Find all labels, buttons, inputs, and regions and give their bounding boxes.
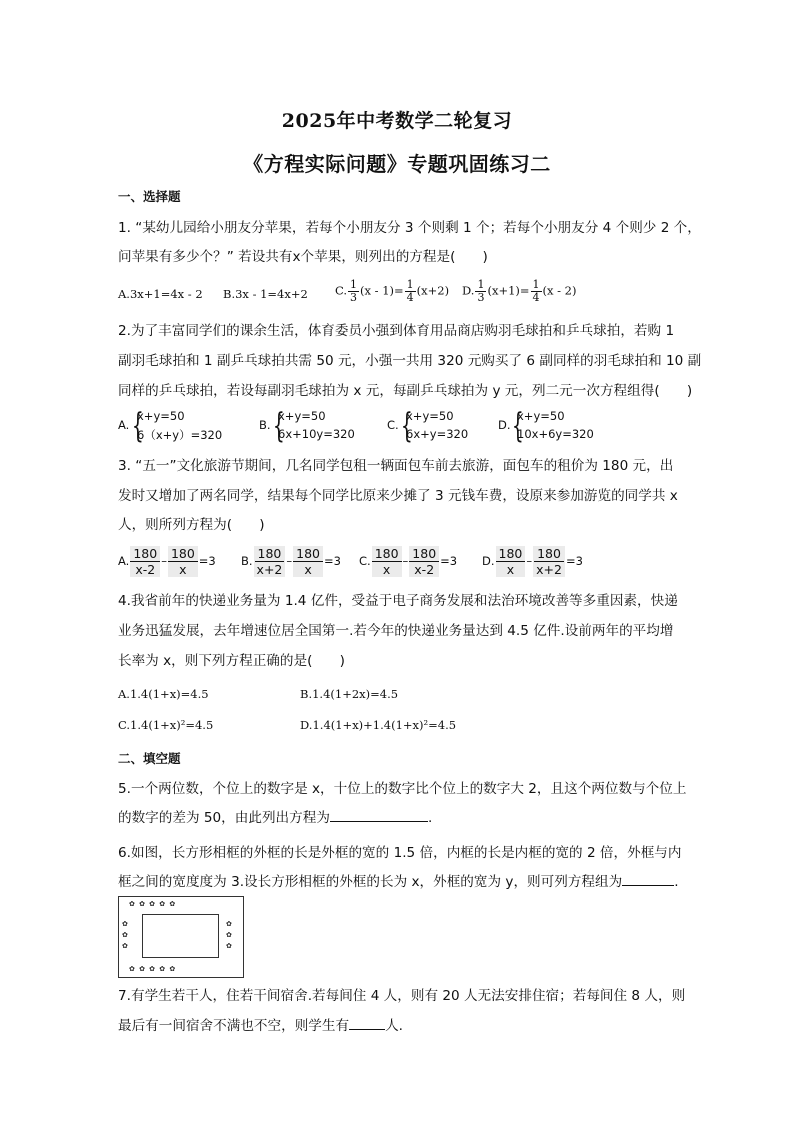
q1-option-d-fraction-left: $\frac{1}{3}$ bbox=[477, 278, 485, 304]
q2-line-1: 2.为了丰富同学们的课余生活，体育委员小强到体育用品商店购羽毛球拍和乒乓球拍，若购 1 bbox=[118, 323, 675, 339]
q1-option-c-fraction-right: $\frac{1}{4}$ bbox=[406, 278, 414, 304]
q3-option-b: B. $\frac{180}{x+2}$ – $\frac{180}{x}$ =3 bbox=[241, 546, 341, 577]
q4-line-3: 长率为 x，则下列方程正确的是( ) bbox=[118, 653, 345, 669]
q1-option-c-label: C. bbox=[335, 283, 348, 298]
q6-line-1: 6.如图，长方形相框的外框的长是外框的宽的 1.5 倍，内框的长是内框的宽的 2 倍，外框与内 bbox=[118, 845, 682, 861]
q1-line-1: 1. “某幼儿园给小朋友分苹果，若每个小朋友分 3 个则剩 1 个；若每个小朋友分 4 个则少 2 个， bbox=[118, 220, 701, 236]
q5-line-1: 5.一个两位数，个位上的数字是 x，十位上的数字比个位上的数字大 2，且这个两位数与个位上 bbox=[118, 781, 687, 797]
q4-line-1: 4.我省前年的快递业务量为 1.4 亿件，受益于电子商务发展和法治环境改善等多重因素，快递 bbox=[118, 593, 678, 609]
q3-option-d: D. $\frac{180}{x}$ – $\frac{180}{x+2}$ =3 bbox=[482, 546, 583, 577]
q4-line-2: 业务迅猛发展，去年增速位居全国第一.若今年的快递业务量达到 4.5 亿件.设前两年的平均增 bbox=[118, 623, 674, 639]
q1-option-c-fraction-left: $\frac{1}{3}$ bbox=[350, 278, 358, 304]
q7-answer-blank[interactable] bbox=[349, 1017, 385, 1030]
q7-line-1: 7.有学生若干人，住若干间宿舍.若每间住 4 人，则有 20 人无法安排住宿；若每间住 8 人，则 bbox=[118, 988, 686, 1004]
q4-option-b: B.1.4(1+2x)=4.5 bbox=[300, 687, 399, 701]
section-heading-choice: 一、选择题 bbox=[118, 189, 181, 204]
q7-line-2: 最后有一间宿舍不满也不空，则学生有 人. bbox=[118, 1018, 404, 1034]
q2-line-2: 副羽毛球拍和 1 副乒乓球拍共需 50 元，小强一共用 320 元购买了 6 副同样的羽毛球拍和 10 副 bbox=[118, 353, 702, 369]
q3-line-1: 3. “五一”文化旅游节期间，几名同学包租一辆面包车前去旅游，面包车的租价为 180 元，出 bbox=[118, 458, 674, 474]
q3-option-a: A. $\frac{180}{x-2}$ – $\frac{180}{x}$ =3 bbox=[118, 546, 216, 577]
q1-option-c: C. $\frac{1}{3}$ (x - 1)= $\frac{1}{4}$ (x+2) bbox=[335, 278, 450, 304]
q2-line-3: 同样的乒乓球拍，若设每副羽毛球拍为 x 元，每副乒乓球拍为 y 元，列二元一次方程组得( ) bbox=[118, 383, 693, 399]
section-heading-fill: 二、填空题 bbox=[118, 751, 181, 766]
frame-inner-border bbox=[142, 914, 219, 958]
q1-option-d-fraction-right: $\frac{1}{4}$ bbox=[532, 278, 540, 304]
q5-answer-blank[interactable] bbox=[330, 809, 428, 822]
q3-line-2: 发时又增加了两名同学，结果每个同学比原来少摊了 3 元钱车费，设原来参加游览的同学共 x bbox=[118, 488, 678, 504]
brace-symbol: { bbox=[131, 406, 144, 446]
q1-option-b: B.3x - 1=4x+2 bbox=[223, 287, 308, 301]
q4-option-d: D.1.4(1+x)+1.4(1+x)²=4.5 bbox=[300, 718, 457, 732]
frame-ornament-bottom: ✿ ✿ ✿ ✿ ✿ bbox=[129, 965, 177, 973]
document-subtitle: 《方程实际问题》专题巩固练习二 bbox=[243, 152, 551, 176]
brace-symbol: { bbox=[511, 406, 524, 446]
q1-line-2: 问苹果有多少个？” 若设共有x个苹果，则列出的方程是( ) bbox=[118, 249, 488, 265]
frame-ornament-top: ✿ ✿ ✿ ✿ ✿ bbox=[129, 900, 177, 908]
q1-option-d-label: D. bbox=[462, 283, 475, 298]
q5-line-2: 的数字的差为 50，由此列出方程为 . bbox=[118, 810, 433, 826]
q1-option-a: A.3x+1=4x - 2 bbox=[118, 287, 203, 301]
q6-line-2: 框之间的宽度度为 3.设长方形相框的外框的长为 x，外框的宽为 y，则可列方程组为 . bbox=[118, 874, 679, 890]
picture-frame-figure bbox=[118, 896, 244, 978]
q4-option-c: C.1.4(1+x)²=4.5 bbox=[118, 718, 214, 732]
brace-symbol: { bbox=[272, 406, 285, 446]
q3-option-c: C. $\frac{180}{x}$ – $\frac{180}{x-2}$ =3 bbox=[359, 546, 458, 577]
brace-symbol: { bbox=[400, 406, 413, 446]
worksheet-page: 2025年中考数学二轮复习 《方程实际问题》专题巩固练习二 一、选择题 1. “某幼儿园给小朋友分苹果，若每个小朋友分 3 个则剩 1 个；若每个小朋友分 4 个则少 2 个， 问苹果有多少个？” 若设共有x个苹果，则列出的方程是( ) A.3x+1=4x - 2 B.3x - 1=4x+2 C. $\frac{1}{3}$ (x - 1)= $\frac{1}{4}$ (x+2) D. $\frac{1}{3}$ (x+1)= $\frac{1}{4}$ (x - 2) 2.为了丰富同学们的课余生活，体育委员小强到体育用品商店购羽毛球拍和乒乓球拍，若购 1 副羽毛球拍和 1 副乒乓球拍共需 50 元，小强一共用 320 元购买了 6 副同样的羽毛球拍和 10 副 同样的乒乓球拍，若设每副羽毛球拍为 x 元，每副乒乓球拍为 y 元，列二元一次方程组得( ) A. { x+y=50 6（x+y）=320 B. { x+y=50 6x+10y=320 C. { x+y=50 6x+y=320 D. { x+y=50 10x+6y=320 3. “五一”文化旅游节期间，几名同学包租一辆面包车前去旅游，面包车的租价为 180 元，出 发时又增加了两名同学，结果每个同学比原来少摊了 3 元钱车费，设原来参加游览的同学共 x 人，则所列方程为( ) A. $\frac{180}{x-2}$ – $\frac{180}{x}$ =3 B. $\frac{180}{x+2}$ – $\frac{180}{x}$ =3 C. $\frac{180}{x}$ – $\frac{180}{x-2}$ =3 D. $\frac{180}{x}$ – $\frac{180}{x+2}$ =3 4.我省前年的快递业务量为 1.4 亿件，受益于电子商务发展和法治环境改善等多重因素，快递 业务迅猛发展，去年增速位居全国第一.若今年的快递业务量达到 4.5 亿件.设前两年的平均增 长率为 x，则下列方程正确的是( ) A.1.4(1+x)=4.5 B.1.4(1+2x)=4.5 C.1.4(1+x)²=4.5 D.1.4(1+x)+1.4(1+x)²=4.5 二、填空题 5.一个两位数，个位上的数字是 x，十位上的数字比个位上的数字大 2，且这个两位数与个位上 的数字的差为 50，由此列出方程为 . 6.如图，长方形相框的外框的长是外框的宽的 1.5 倍，内框的长是内框的宽的 2 倍，外框与内 框之间的宽度度为 3.设长方形相框的外框的长为 x，外框的宽为 y，则可列方程组为 . ✿ ✿ ✿ ✿ ✿ ✿ ✿ ✿ ✿ ✿ ✿ ✿ ✿ ✿ ✿ ✿ 7.有学生若干人，住若干间宿舍.若每间住 4 人，则有 20 人无法安排住宿；若每间住 8 人，则 最后有一间宿舍不满也不空，则学生有 人. bbox=[0, 0, 794, 1123]
frame-ornament-left: ✿ ✿ ✿ bbox=[122, 920, 129, 950]
q3-line-3: 人，则所列方程为( ) bbox=[118, 517, 265, 533]
frame-ornament-right: ✿ ✿ ✿ bbox=[226, 920, 233, 950]
q4-option-a: A.1.4(1+x)=4.5 bbox=[118, 687, 209, 701]
document-title: 2025年中考数学二轮复习 bbox=[281, 110, 513, 132]
q1-option-d: D. $\frac{1}{3}$ (x+1)= $\frac{1}{4}$ (x - 2) bbox=[462, 278, 577, 304]
q6-answer-blank[interactable] bbox=[622, 873, 674, 886]
